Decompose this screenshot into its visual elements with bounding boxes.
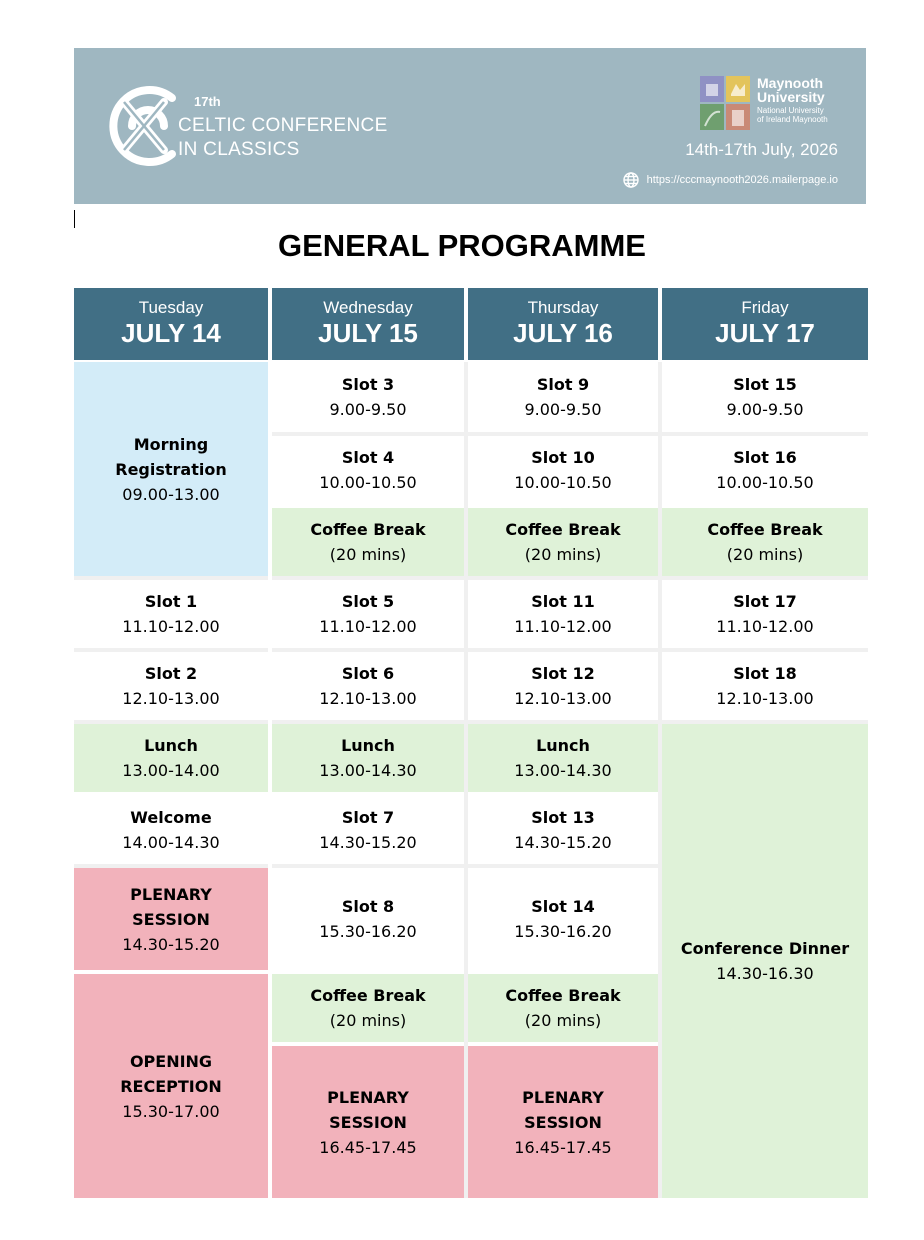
wednesday-slot-8 [272, 868, 464, 970]
session-time: 15.30-16.20 [514, 922, 612, 941]
session-title: Morning [133, 434, 209, 454]
tuesday-welcome [74, 796, 268, 864]
column-divider [268, 362, 272, 1198]
session-time: 12.10-13.00 [319, 689, 417, 708]
session-title: Coffee Break [505, 986, 621, 1005]
session-title: SESSION [524, 1112, 602, 1132]
session-time: 12.10-13.00 [716, 689, 814, 708]
university-name-line1: Maynooth [757, 75, 824, 91]
thursday-coffee-break-1 [468, 508, 658, 576]
conference-name-line1: CELTIC CONFERENCE [178, 115, 388, 136]
session-title: Registration [115, 459, 227, 479]
wednesday-slot-5 [272, 580, 464, 648]
session-title: Coffee Break [310, 986, 426, 1005]
session-title: Slot 6 [341, 664, 395, 683]
university-subtitle-line2: of Ireland Maynooth [757, 115, 828, 124]
session-time: (20 mins) [329, 545, 407, 564]
friday-conference-dinner [662, 724, 868, 1198]
globe-icon [623, 172, 639, 188]
session-title: Slot 8 [341, 897, 395, 916]
day-header-tuesday [74, 288, 268, 360]
wednesday-coffee-break-1 [272, 508, 464, 576]
session-title: RECEPTION [120, 1076, 222, 1096]
celtic-knot-logo [102, 80, 188, 172]
university-crest [700, 76, 750, 132]
friday-slot-17 [662, 580, 868, 648]
session-title: Lunch [536, 736, 590, 755]
session-time: 15.30-16.20 [319, 922, 417, 941]
conference-dates: 14th-17th July, 2026 [685, 140, 838, 159]
session-time: 14.30-15.20 [514, 833, 612, 852]
university-name [757, 76, 825, 104]
session-title: Slot 4 [341, 448, 395, 467]
session-time: 9.00-9.50 [524, 400, 602, 419]
session-time: (20 mins) [726, 545, 804, 564]
session-time: 10.00-10.50 [514, 473, 612, 492]
session-time: 14.30-15.20 [122, 934, 220, 954]
session-title: OPENING [129, 1051, 213, 1071]
session-title: PLENARY [522, 1087, 604, 1107]
session-time: (20 mins) [524, 545, 602, 564]
conference-name-line2: IN CLASSICS [178, 139, 300, 160]
tuesday-lunch [74, 724, 268, 792]
session-title: Slot 17 [733, 592, 797, 611]
session-title: Welcome [130, 808, 212, 827]
session-title: Slot 11 [531, 592, 595, 611]
session-time: 13.00-14.00 [122, 761, 220, 780]
row-divider [74, 648, 868, 652]
session-title: Slot 3 [341, 375, 395, 394]
conference-name [178, 114, 388, 162]
session-title: Coffee Break [310, 520, 426, 539]
row-divider [74, 576, 868, 580]
session-time: 11.10-12.00 [122, 617, 220, 636]
session-title: Slot 16 [733, 448, 797, 467]
website [623, 172, 838, 188]
text-cursor [74, 210, 75, 228]
column-divider [658, 362, 662, 1198]
session-title: Slot 14 [531, 897, 595, 916]
session-title: Slot 7 [341, 808, 395, 827]
session-title: Slot 1 [144, 592, 198, 611]
weekday-label: Tuesday [138, 298, 204, 317]
date-label: JULY 16 [513, 318, 613, 348]
wednesday-slot-6 [272, 652, 464, 720]
session-time: 13.00-14.30 [319, 761, 417, 780]
thursday-slot-10 [468, 436, 658, 504]
day-header-friday [662, 288, 868, 360]
wednesday-plenary-session [272, 1046, 464, 1198]
weekday-label: Thursday [527, 298, 599, 317]
friday-slot-18 [662, 652, 868, 720]
friday-slot-16 [662, 436, 868, 504]
university-name-line2: University [757, 89, 825, 105]
weekday-label: Wednesday [323, 298, 413, 317]
thursday-slot-12 [468, 652, 658, 720]
session-time: 9.00-9.50 [726, 400, 804, 419]
thursday-slot-11 [468, 580, 658, 648]
session-time: 14.30-15.20 [319, 833, 417, 852]
tuesday-opening-reception [74, 974, 268, 1198]
session-time: 12.10-13.00 [514, 689, 612, 708]
date-label: JULY 15 [318, 318, 418, 348]
session-title: Slot 12 [531, 664, 595, 683]
tuesday-slot-1 [74, 580, 268, 648]
session-time: 9.00-9.50 [329, 400, 407, 419]
session-title: PLENARY [130, 884, 212, 904]
thursday-slot-13 [468, 796, 658, 864]
row-divider [272, 432, 868, 436]
session-title: Conference Dinner [680, 939, 850, 958]
wednesday-slot-3 [272, 362, 464, 432]
session-title: Slot 10 [531, 448, 595, 467]
friday-slot-15 [662, 362, 868, 432]
session-time: 11.10-12.00 [716, 617, 814, 636]
tuesday-registration [74, 362, 268, 576]
website-link[interactable]: https://cccmaynooth2026.mailerpage.io [646, 174, 838, 186]
session-time: (20 mins) [524, 1011, 602, 1030]
thursday-plenary-session [468, 1046, 658, 1198]
session-title: Lunch [341, 736, 395, 755]
row-divider [74, 864, 268, 868]
session-time: 14.00-14.30 [122, 833, 220, 852]
thursday-lunch [468, 724, 658, 792]
thursday-coffee-break-2 [468, 974, 658, 1042]
friday-coffee-break-1 [662, 508, 868, 576]
date-label: JULY 17 [715, 318, 815, 348]
session-time: 10.00-10.50 [319, 473, 417, 492]
session-title: Slot 13 [531, 808, 595, 827]
session-title: Coffee Break [707, 520, 823, 539]
session-time: 13.00-14.30 [514, 761, 612, 780]
thursday-slot-9 [468, 362, 658, 432]
session-time: 16.45-17.45 [319, 1137, 417, 1157]
session-title: Slot 15 [733, 375, 797, 394]
session-title: SESSION [132, 909, 210, 929]
session-title: Coffee Break [505, 520, 621, 539]
session-time: 14.30-16.30 [716, 964, 814, 983]
session-time: 16.45-17.45 [514, 1137, 612, 1157]
row-divider [74, 720, 868, 724]
session-title: Slot 9 [536, 375, 590, 394]
session-time: 10.00-10.50 [716, 473, 814, 492]
session-time: (20 mins) [329, 1011, 407, 1030]
wednesday-slot-4 [272, 436, 464, 504]
session-title: Lunch [144, 736, 198, 755]
thursday-slot-14 [468, 868, 658, 970]
header-banner [74, 48, 866, 204]
day-header-wednesday [272, 288, 464, 360]
session-title: Slot 5 [341, 592, 395, 611]
wednesday-coffee-break-2 [272, 974, 464, 1042]
column-divider [464, 362, 468, 1198]
session-time: 12.10-13.00 [122, 689, 220, 708]
wednesday-slot-7 [272, 796, 464, 864]
edition-label: 17th [194, 94, 221, 109]
session-title: PLENARY [327, 1087, 409, 1107]
session-title: SESSION [329, 1112, 407, 1132]
session-time: 11.10-12.00 [319, 617, 417, 636]
university-subtitle-line1: National University [757, 106, 824, 115]
university-subtitle [757, 106, 828, 124]
session-time: 15.30-17.00 [122, 1101, 220, 1121]
day-header-thursday [468, 288, 658, 360]
date-label: JULY 14 [121, 318, 221, 348]
session-title: Slot 18 [733, 664, 797, 683]
page-title: GENERAL PROGRAMME [277, 228, 646, 263]
session-time: 09.00-13.00 [122, 484, 220, 504]
weekday-label: Friday [741, 298, 789, 317]
session-title: Slot 2 [144, 664, 198, 683]
session-time: 11.10-12.00 [514, 617, 612, 636]
tuesday-slot-2 [74, 652, 268, 720]
wednesday-lunch [272, 724, 464, 792]
tuesday-plenary-session [74, 868, 268, 970]
